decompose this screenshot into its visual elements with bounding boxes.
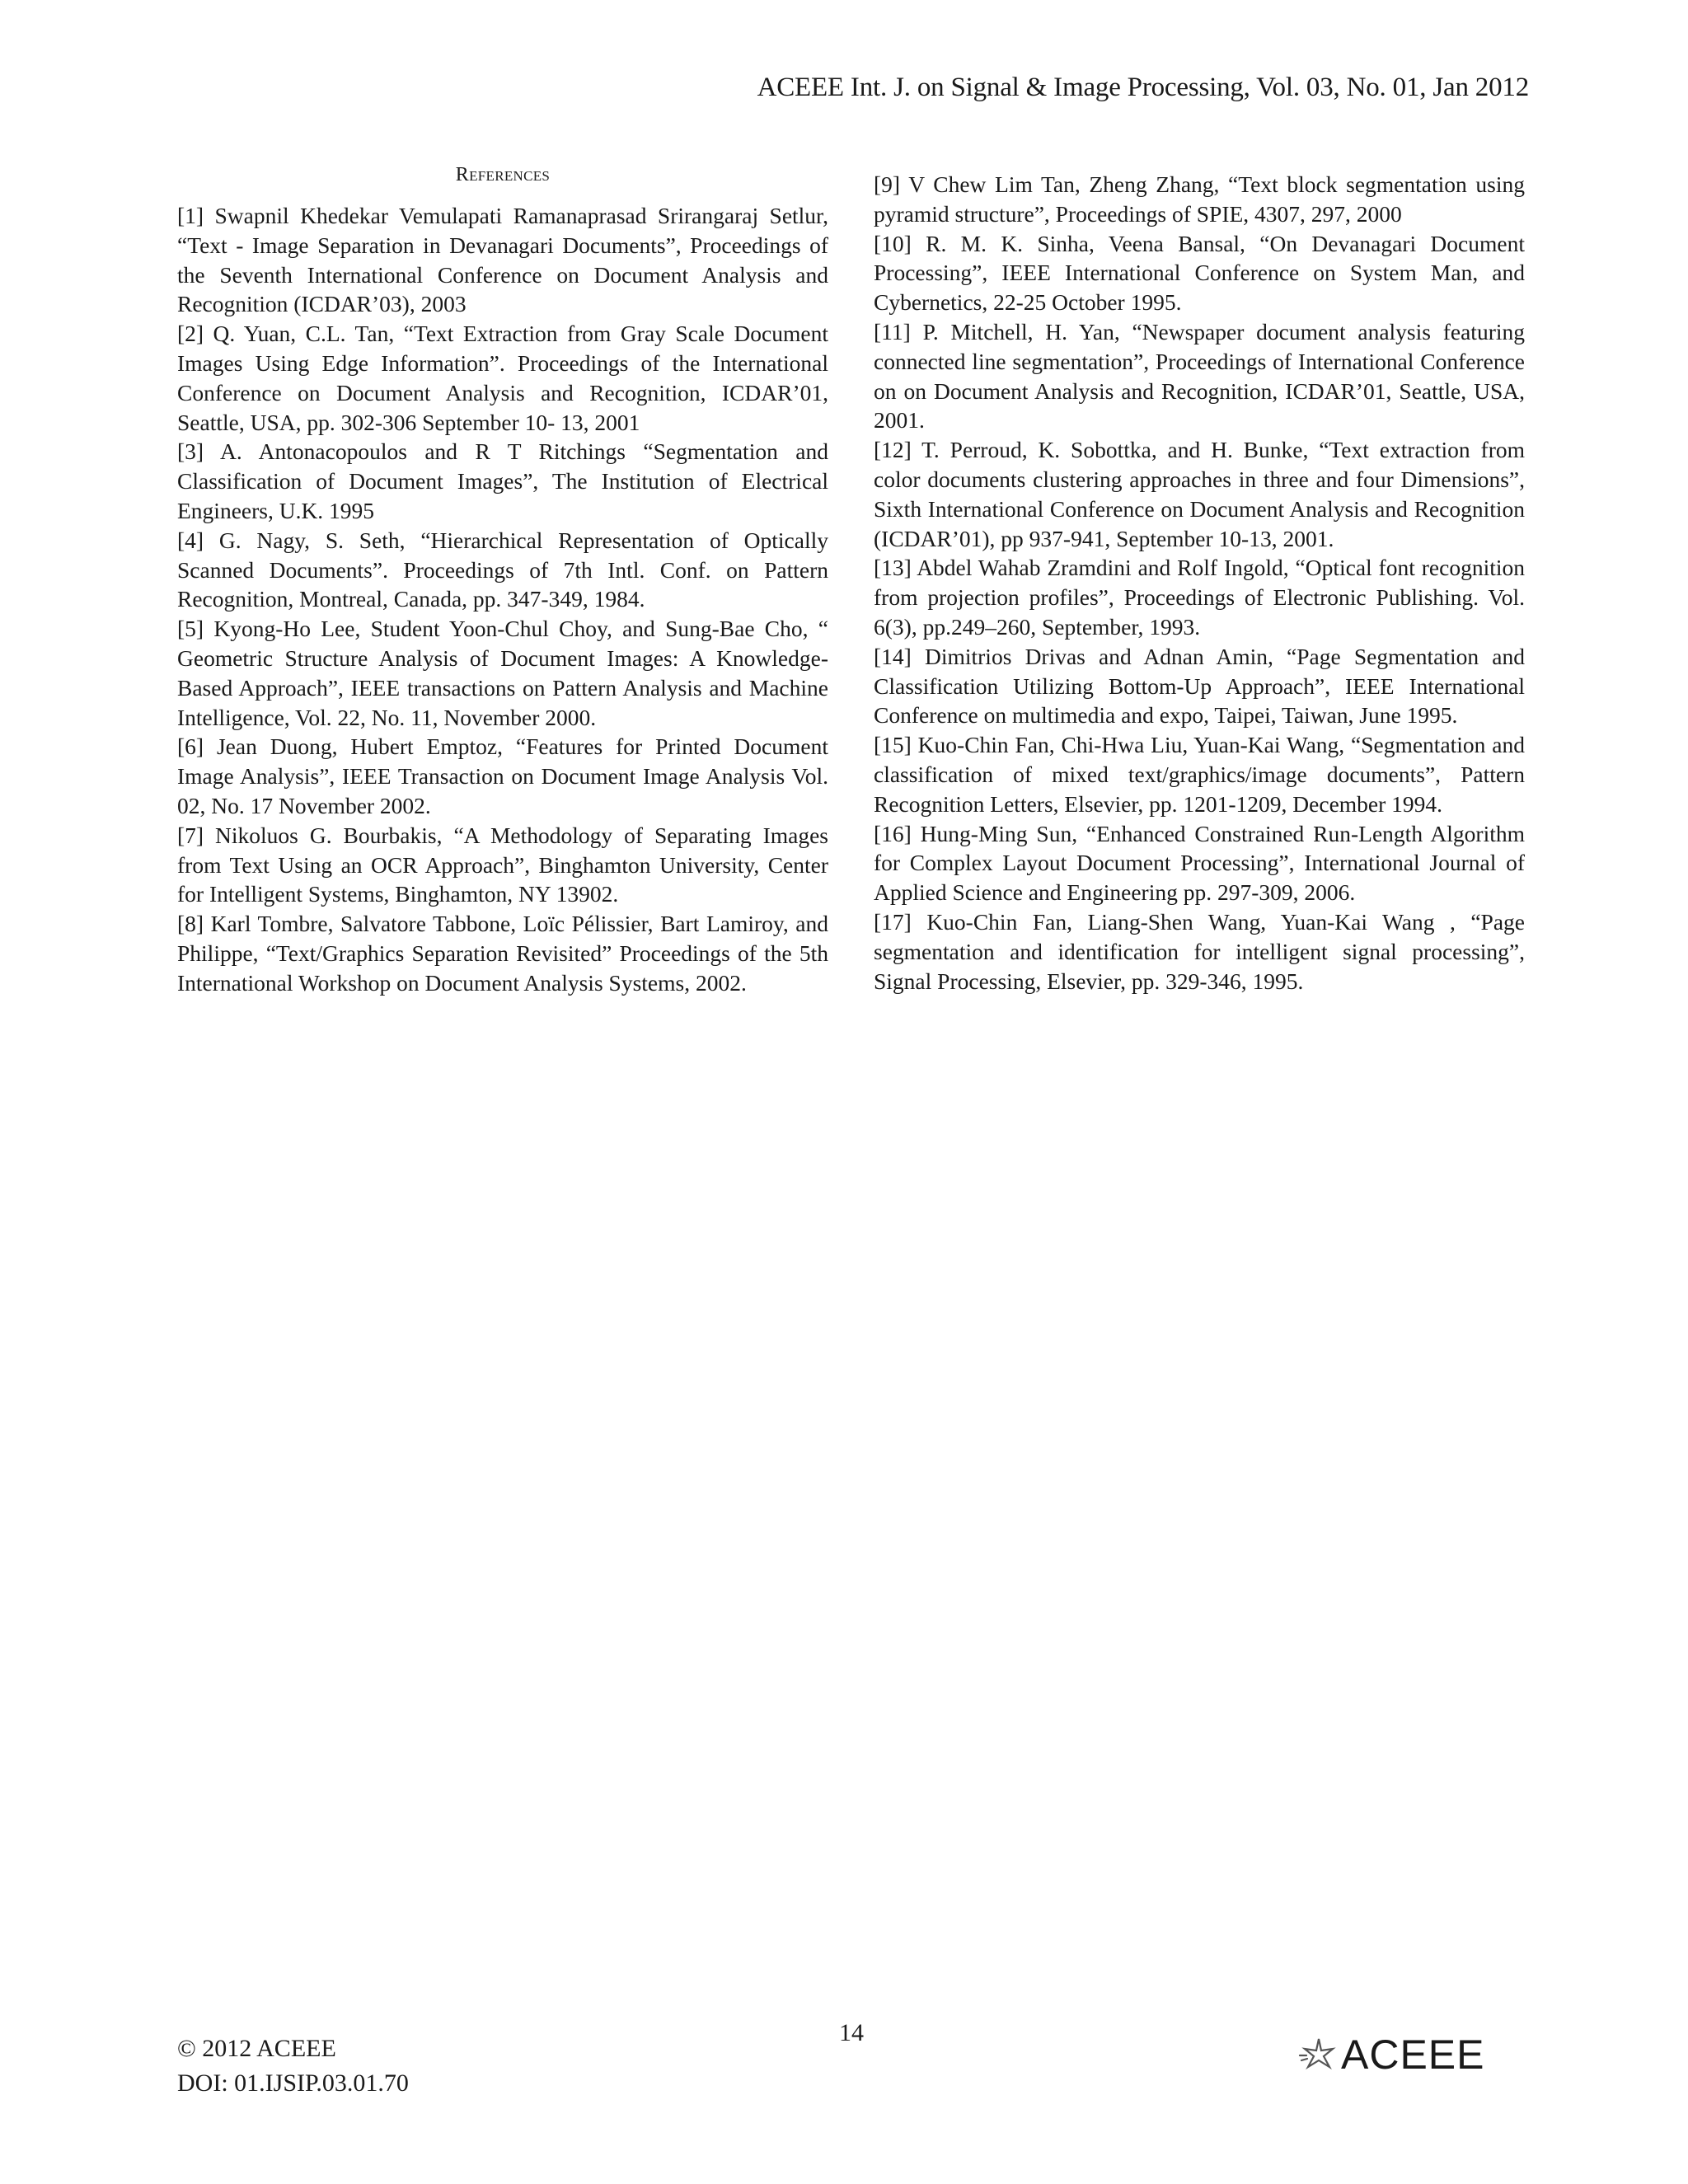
reference-item: [1] Swapnil Khedekar Vemulapati Ramanaprasad Srirangaraj Setlur, “Text - Image Separation in Devanagari Documents”, Proceedings of the Seventh International Conference on Document Analysis and Recognition (ICDAR’03), 2003 — [177, 203, 828, 317]
reference-item: [9] V Chew Lim Tan, Zheng Zhang, “Text block segmentation using pyramid structure”, Proceedings of SPIE, 4307, 297, 2000 — [874, 171, 1525, 227]
reference-item: [5] Kyong-Ho Lee, Student Yoon-Chul Choy, and Sung-Bae Cho, “ Geometric Structure Analysis of Document Images: A Knowledge-Based Approach”, IEEE transactions on Pattern Analysis and Machine Intelligence, Vol. 22, No. 11, November 2000. — [177, 616, 828, 730]
publisher-logo — [1298, 2032, 1485, 2078]
references-left-column — [177, 162, 828, 998]
running-head: ACEEE Int. J. on Signal & Image Processing, Vol. 03, No. 01, Jan 2012 — [757, 73, 1529, 102]
reference-item: [8] Karl Tombre, Salvatore Tabbone, Loïc Pélissier, Bart Lamiroy, and Philippe, “Text/Graphics Separation Revisited” Proceedings of the 5th International Workshop on Document Analysis Systems, 2002. — [177, 911, 828, 996]
reference-item: [4] G. Nagy, S. Seth, “Hierarchical Representation of Optically Scanned Documents”. Proceedings of 7th Intl. Conf. on Pattern Recognition, Montreal, Canada, pp. 347-349, 1984. — [177, 527, 828, 612]
copyright-line: © 2012 ACEEE — [177, 2035, 336, 2062]
reference-item: [2] Q. Yuan, C.L. Tan, “Text Extraction from Gray Scale Document Images Using Edge Information”. Proceedings of the International Conference on Document Analysis and Recognition, ICDAR’01, Seattle, USA, pp. 302-306 September 10- 13, 2001 — [177, 321, 828, 435]
doi-line: DOI: 01.IJSIP.03.01.70 — [177, 2069, 409, 2097]
footer-left — [177, 2032, 409, 2101]
reference-item: [13] Abdel Wahab Zramdini and Rolf Ingold, “Optical font recognition from projection profiles”, Proceedings of Electronic Publishing. Vol. 6(3), pp.249–260, September, 1993. — [874, 555, 1525, 640]
references-heading: References — [455, 164, 551, 185]
reference-item: [11] P. Mitchell, H. Yan, “Newspaper document analysis featuring connected line segmentation”, Proceedings of International Conference on on Document Analysis and Recognition, ICDAR’01, Seattle, USA, 2001. — [874, 318, 1525, 434]
star-icon — [1298, 2034, 1339, 2075]
reference-item: [17] Kuo-Chin Fan, Liang-Shen Wang, Yuan-Kai Wang , “Page segmentation and identification for intelligent signal processing”, Signal Processing, Elsevier, pp. 329-346, 1995. — [874, 908, 1525, 994]
reference-item: [14] Dimitrios Drivas and Adnan Amin, “Page Segmentation and Classification Utilizing Bottom-Up Approach”, IEEE International Conference on multimedia and expo, Taipei, Taiwan, June 1995. — [874, 643, 1525, 729]
logo-text: ACEEE — [1341, 2032, 1485, 2078]
reference-item: [12] T. Perroud, K. Sobottka, and H. Bunke, “Text extraction from color documents clustering approaches in three and four Dimensions”, Sixth International Conference on Document Analysis and Recognition (ICDAR’01), pp 937-941, September 10-13, 2001. — [874, 437, 1525, 551]
reference-item: [16] Hung-Ming Sun, “Enhanced Constrained Run-Length Algorithm for Complex Layout Document Processing”, International Journal of Applied Science and Engineering pp. 297-309, 2006. — [874, 820, 1525, 906]
page-number: 14 — [839, 2019, 864, 2046]
references-right-column — [874, 170, 1525, 996]
reference-item: [15] Kuo-Chin Fan, Chi-Hwa Liu, Yuan-Kai Wang, “Segmentation and classification of mixed text/graphics/image documents”, Pattern Recognition Letters, Elsevier, pp. 1201-1209, December 1994. — [874, 732, 1525, 817]
reference-item: [10] R. M. K. Sinha, Veena Bansal, “On Devanagari Document Processing”, IEEE International Conference on System Man, and Cybernetics, 22-25 October 1995. — [874, 230, 1525, 316]
reference-item: [7] Nikoluos G. Bourbakis, “A Methodology of Separating Images from Text Using an OCR Approach”, Binghamton University, Center for Intelligent Systems, Binghamton, NY 13902. — [177, 822, 828, 907]
reference-item: [6] Jean Duong, Hubert Emptoz, “Features for Printed Document Image Analysis”, IEEE Transaction on Document Image Analysis Vol. 02, No. 17 November 2002. — [177, 733, 828, 818]
reference-item: [3] A. Antonacopoulos and R T Ritchings “Segmentation and Classification of Document Images”, The Institution of Electrical Engineers, U.K. 1995 — [177, 438, 828, 523]
